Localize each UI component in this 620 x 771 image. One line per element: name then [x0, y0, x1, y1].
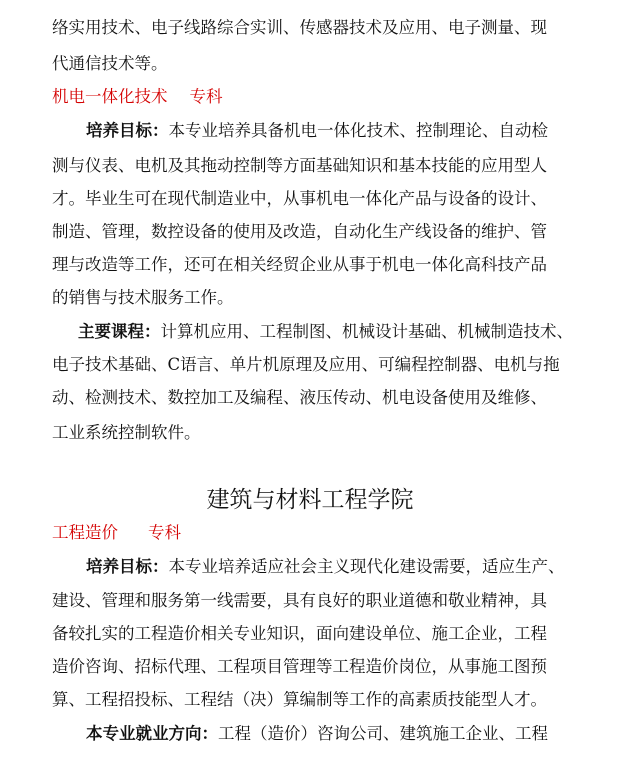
employment-first-line: [86, 724, 548, 744]
training-goal-first-line: [86, 121, 548, 141]
training-goal-label: 培养目标：: [86, 557, 169, 576]
major-level: 专科: [148, 523, 181, 542]
text-line: 制造、管理，数控设备的使用及改造，自动化生产线设备的维护、管: [52, 222, 547, 241]
text-line: 工程（造价）咨询公司、建筑施工企业、工程: [218, 724, 548, 743]
major-name: 工程造价: [52, 523, 118, 542]
text-line: 备较扎实的工程造价相关专业知识，面向建设单位、施工企业，工程: [52, 624, 547, 643]
text-line: 络实用技术、电子线路综合实训、传感器技术及应用、电子测量、现: [52, 18, 547, 37]
employment-label: 本专业就业方向：: [86, 724, 218, 743]
college-title: 建筑与材料工程学院: [206, 487, 414, 513]
text-line: 动、检测技术、数控加工及编程、液压传动、机电设备使用及维修、: [52, 388, 547, 407]
main-courses-first-line: [78, 322, 573, 342]
main-courses-label: 主要课程：: [78, 322, 161, 341]
training-goal-first-line: [86, 557, 565, 577]
text-line: 电子技术基础、C语言、单片机原理及应用、可编程控制器、电机与拖: [52, 355, 560, 374]
major-heading-mechatronics: [52, 87, 223, 107]
text-line: 造价咨询、招标代理、工程项目管理等工程造价岗位，从事施工图预: [52, 657, 547, 676]
text-line: 理与改造等工作，还可在相关经贸企业从事于机电一体化高科技产品: [52, 255, 547, 274]
text-line: 代通信技术等。: [52, 54, 168, 73]
text-line: 的销售与技术服务工作。: [52, 288, 234, 307]
text-line: 本专业培养具备机电一体化技术、控制理论、自动检: [168, 121, 548, 140]
training-goal-label: 培养目标：: [86, 121, 169, 140]
text-line: 工业系统控制软件。: [52, 423, 201, 442]
major-level: 专科: [189, 87, 223, 106]
text-line: 本专业培养适应社会主义现代化建设需要，适应生产、: [168, 557, 565, 576]
major-heading-engineering-cost: [52, 523, 181, 543]
text-line: 算、工程招投标、工程结（决）算编制等工作的高素质技能型人才。: [52, 690, 547, 709]
text-line: 建设、管理和服务第一线需要，具有良好的职业道德和敬业精神，具: [52, 591, 547, 610]
text-line: 计算机应用、工程制图、机械设计基础、机械制造技术、: [160, 322, 573, 341]
major-name: 机电一体化技术: [52, 87, 168, 106]
text-line: 测与仪表、电机及其拖动控制等方面基础知识和基本技能的应用型人: [52, 156, 547, 175]
text-line: 才。毕业生可在现代制造业中，从事机电一体化产品与设备的设计、: [52, 189, 547, 208]
